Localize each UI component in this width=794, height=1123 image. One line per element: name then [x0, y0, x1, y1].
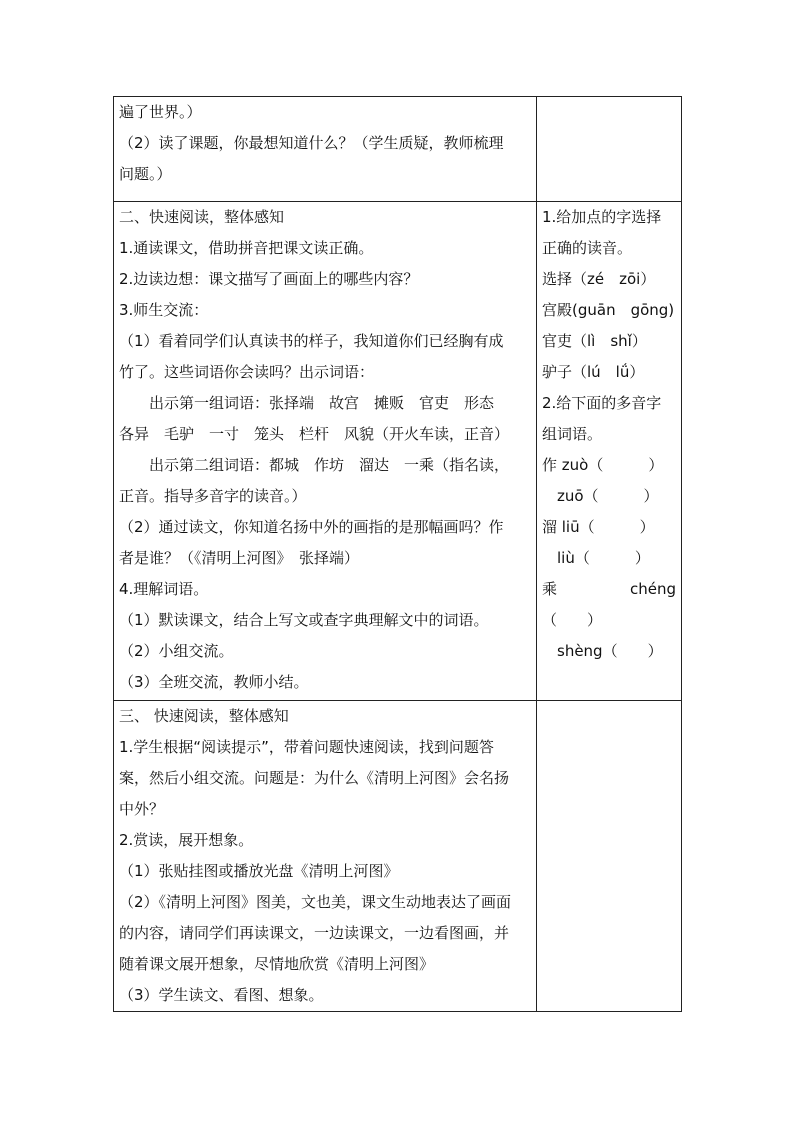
exercise-line: 溜 liū（ ） — [542, 518, 655, 536]
exercise-line: 1.给加点的字选择 — [542, 208, 662, 226]
text-line: 2.边读边想：课文描写了画面上的哪些内容？ — [119, 270, 419, 288]
exercise-line: 驴子（lú lǘ） — [542, 363, 645, 381]
text-line: 问题。） — [119, 165, 172, 183]
text-line: 的内容，请同学们再读课文，一边读课文，一边看图画，并 — [119, 924, 510, 942]
main-cell — [114, 701, 537, 1012]
table-row — [114, 97, 682, 202]
exercise-line — [542, 574, 676, 605]
text-line: （3）学生读文、看图、想象。 — [119, 986, 324, 1004]
text-line: 中外？ — [119, 800, 165, 818]
polyphone-char: 乘 — [542, 580, 558, 598]
exercise-line: 2.给下面的多音字 — [542, 394, 662, 412]
text-line: 出示第二组词语：都城 作坊 溜达 一乘（指名读， — [149, 456, 510, 474]
exercise-line: liù（ ） — [542, 549, 650, 567]
text-line: 正音。指导多音字的读音。） — [119, 487, 307, 505]
text-line: 4.理解词语。 — [119, 580, 209, 598]
text-line: （1）默读课文，结合上写文或查字典理解文中的词语。 — [119, 611, 489, 629]
text-line: （1）看着同学们认真读书的样子，我知道你们已经胸有成 — [119, 332, 504, 350]
text-line: 者是谁？（《清明上河图》 张择端） — [119, 549, 360, 567]
text-line: 随着课文展开想象，尽情地欣赏《清明上河图》 — [119, 955, 435, 973]
exercise-line: 组词语。 — [542, 425, 603, 443]
exercise-line: zuō（ ） — [542, 487, 659, 505]
section-heading: 二、快速阅读，整体感知 — [119, 208, 285, 226]
text-line: 2.赏读，展开想象。 — [119, 831, 254, 849]
text-line: （3）全班交流，教师小结。 — [119, 673, 309, 691]
text-line: （2）通过读文，你知道名扬中外的画指的是那幅画吗？作 — [119, 518, 504, 536]
main-cell — [114, 202, 537, 701]
side-cell — [537, 701, 682, 1012]
text-line: （1）张贴挂图或播放光盘《清明上河图》 — [119, 862, 399, 880]
text-line: 1.通读课文，借助拼音把课文读正确。 — [119, 239, 374, 257]
text-line: 1.学生根据“阅读提示”，带着问题快速阅读，找到问题答 — [119, 738, 494, 756]
text-line: 案，然后小组交流。问题是：为什么《清明上河图》会名扬 — [119, 769, 510, 787]
text-line: 遍了世界。） — [119, 103, 202, 121]
exercise-line: shèng（ ） — [542, 642, 663, 660]
text-line: （2）读了课题，你最想知道什么？（学生质疑，教师梳理 — [119, 134, 504, 152]
main-cell — [114, 97, 537, 202]
section-heading: 三、 快速阅读，整体感知 — [119, 707, 289, 725]
lesson-plan-table — [113, 96, 682, 1012]
text-line: （2）小组交流。 — [119, 642, 234, 660]
exercise-line: 官吏（lì shǐ） — [542, 332, 647, 350]
text-line: 竹了。这些词语你会读吗？出示词语： — [119, 363, 375, 381]
exercise-line: 作 zuò（ ） — [542, 456, 664, 474]
text-line: 3.师生交流： — [119, 301, 209, 319]
table-row — [114, 701, 682, 1012]
text-line: （2）《清明上河图》图美，文也美，课文生动地表达了画面 — [119, 893, 512, 911]
table-row — [114, 202, 682, 701]
polyphone-pinyin: chéng — [629, 580, 676, 598]
side-cell — [537, 202, 682, 701]
text-line: 各异 毛驴 一寸 笼头 栏杆 风貌（开火车读，正音） — [119, 425, 510, 443]
exercise-line: 选择（zé zōi） — [542, 270, 656, 288]
side-cell — [537, 97, 682, 202]
exercise-line: （ ） — [542, 611, 603, 629]
exercise-line: 正确的读音。 — [542, 239, 633, 257]
text-line: 出示第一组词语：张择端 故宫 摊贩 官吏 形态 — [149, 394, 495, 412]
exercise-line: 宫殿(guān gōng) — [542, 301, 675, 319]
